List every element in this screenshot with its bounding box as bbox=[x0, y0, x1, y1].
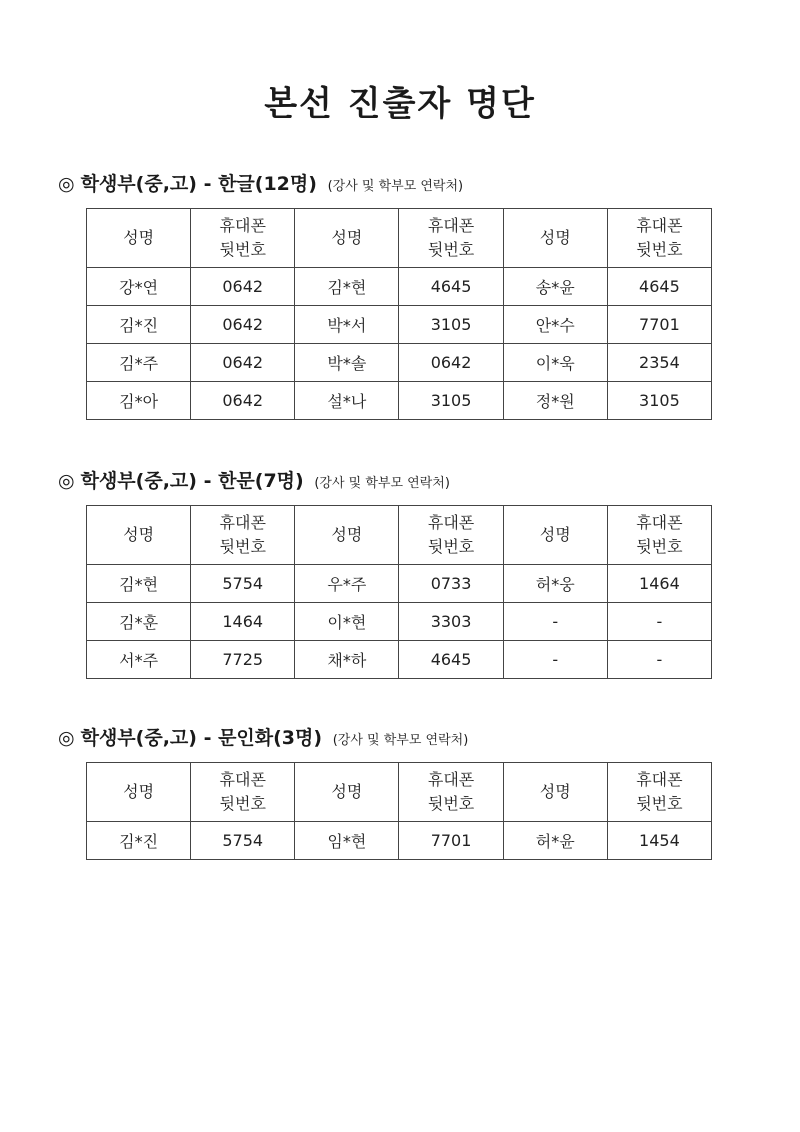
student-name-cell: 김*현 bbox=[87, 565, 191, 603]
phone-suffix-cell: 0642 bbox=[399, 344, 503, 382]
header-row bbox=[87, 506, 712, 565]
section-heading bbox=[58, 170, 718, 198]
column-header-phone-line1: 휴대폰 bbox=[219, 770, 266, 789]
column-header-name: 성명 bbox=[503, 506, 607, 565]
student-name-cell: 안*수 bbox=[503, 306, 607, 344]
header-row bbox=[87, 763, 712, 822]
double-circle-icon: ◎ bbox=[58, 727, 75, 749]
roster-body bbox=[87, 763, 712, 860]
student-name-cell: - bbox=[503, 641, 607, 679]
column-header-phone bbox=[399, 506, 503, 565]
roster-body bbox=[87, 506, 712, 679]
column-header-phone bbox=[399, 763, 503, 822]
student-name-cell: 김*현 bbox=[295, 268, 399, 306]
phone-suffix-cell: 7725 bbox=[191, 641, 295, 679]
section-note: (강사 및 학부모 연락처) bbox=[314, 476, 450, 491]
section-title: 학생부(중,고) - 한글(12명) bbox=[80, 173, 317, 195]
table-row bbox=[87, 382, 712, 420]
column-header-phone-line2: 뒷번호 bbox=[427, 537, 475, 556]
phone-suffix-cell: 3105 bbox=[399, 306, 503, 344]
student-name-cell: 이*현 bbox=[295, 603, 399, 641]
page-title: 본선 진출자 명단 bbox=[264, 84, 536, 124]
column-header-name: 성명 bbox=[87, 506, 191, 565]
phone-suffix-cell: 0642 bbox=[191, 344, 295, 382]
phone-suffix-cell: 4645 bbox=[607, 268, 711, 306]
student-name-cell: 우*주 bbox=[295, 565, 399, 603]
student-name-cell: 김*진 bbox=[87, 306, 191, 344]
student-name-cell: 채*하 bbox=[295, 641, 399, 679]
column-header-name: 성명 bbox=[295, 506, 399, 565]
phone-suffix-cell: 0642 bbox=[191, 306, 295, 344]
phone-suffix-cell: 2354 bbox=[607, 344, 711, 382]
student-name-cell: 김*주 bbox=[87, 344, 191, 382]
section-title: 학생부(중,고) - 한문(7명) bbox=[80, 470, 304, 492]
roster-table bbox=[86, 505, 712, 679]
column-header-phone-line2: 뒷번호 bbox=[636, 794, 683, 813]
phone-suffix-cell: 5754 bbox=[191, 565, 295, 603]
section-heading bbox=[58, 467, 718, 495]
table-row bbox=[87, 344, 712, 382]
phone-suffix-cell: 3105 bbox=[607, 382, 711, 420]
column-header-phone-line1: 휴대폰 bbox=[219, 216, 266, 235]
column-header-phone-line1: 휴대폰 bbox=[636, 513, 683, 532]
column-header-phone-line2: 뒷번호 bbox=[636, 240, 683, 259]
section-note: (강사 및 학부모 연락처) bbox=[327, 179, 464, 194]
table-row bbox=[87, 306, 712, 344]
column-header-phone bbox=[607, 763, 711, 822]
phone-suffix-cell: 0642 bbox=[191, 382, 295, 420]
section-note: (강사 및 학부모 연락처) bbox=[332, 733, 469, 748]
student-name-cell: 김*아 bbox=[87, 382, 191, 420]
column-header-phone-line1: 휴대폰 bbox=[427, 770, 475, 789]
phone-suffix-cell: 0733 bbox=[399, 565, 503, 603]
header-row bbox=[87, 209, 712, 268]
student-name-cell: 서*주 bbox=[87, 641, 191, 679]
phone-suffix-cell: 4645 bbox=[399, 641, 503, 679]
phone-suffix-cell: - bbox=[607, 641, 711, 679]
phone-suffix-cell: 0642 bbox=[191, 268, 295, 306]
student-name-cell: 허*웅 bbox=[503, 565, 607, 603]
column-header-phone-line2: 뒷번호 bbox=[219, 537, 266, 556]
column-header-phone-line1: 휴대폰 bbox=[219, 513, 266, 532]
phone-suffix-cell: 3303 bbox=[399, 603, 503, 641]
phone-suffix-cell: 1454 bbox=[607, 822, 711, 860]
column-header-name: 성명 bbox=[87, 209, 191, 268]
section-hangul bbox=[58, 170, 718, 420]
column-header-phone-line2: 뒷번호 bbox=[636, 537, 683, 556]
phone-suffix-cell: 1464 bbox=[191, 603, 295, 641]
table-row bbox=[87, 565, 712, 603]
phone-suffix-cell: 7701 bbox=[607, 306, 711, 344]
column-header-phone bbox=[399, 209, 503, 268]
section-hanmun bbox=[58, 467, 718, 679]
column-header-phone bbox=[191, 763, 295, 822]
column-header-phone-line1: 휴대폰 bbox=[427, 513, 475, 532]
column-header-phone bbox=[191, 506, 295, 565]
column-header-phone-line1: 휴대폰 bbox=[427, 216, 475, 235]
phone-suffix-cell: 7701 bbox=[399, 822, 503, 860]
section-munin bbox=[58, 724, 718, 860]
column-header-phone-line1: 휴대폰 bbox=[636, 216, 683, 235]
table-row bbox=[87, 268, 712, 306]
column-header-phone bbox=[191, 209, 295, 268]
table-row bbox=[87, 822, 712, 860]
student-name-cell: 허*윤 bbox=[503, 822, 607, 860]
table-row bbox=[87, 641, 712, 679]
column-header-name: 성명 bbox=[295, 763, 399, 822]
student-name-cell: 김*훈 bbox=[87, 603, 191, 641]
table-row bbox=[87, 603, 712, 641]
column-header-name: 성명 bbox=[295, 209, 399, 268]
column-header-phone-line2: 뒷번호 bbox=[427, 240, 475, 259]
roster-body bbox=[87, 209, 712, 420]
student-name-cell: 이*욱 bbox=[503, 344, 607, 382]
student-name-cell: 정*원 bbox=[503, 382, 607, 420]
phone-suffix-cell: - bbox=[607, 603, 711, 641]
column-header-phone bbox=[607, 506, 711, 565]
column-header-phone-line2: 뒷번호 bbox=[219, 794, 266, 813]
column-header-phone-line1: 휴대폰 bbox=[636, 770, 683, 789]
column-header-phone-line2: 뒷번호 bbox=[219, 240, 266, 259]
double-circle-icon: ◎ bbox=[58, 470, 75, 492]
phone-suffix-cell: 1464 bbox=[607, 565, 711, 603]
roster-table bbox=[86, 762, 712, 860]
roster-table bbox=[86, 208, 712, 420]
student-name-cell: 임*현 bbox=[295, 822, 399, 860]
column-header-name: 성명 bbox=[503, 763, 607, 822]
column-header-name: 성명 bbox=[503, 209, 607, 268]
section-heading bbox=[58, 724, 718, 752]
student-name-cell: 박*솔 bbox=[295, 344, 399, 382]
phone-suffix-cell: 4645 bbox=[399, 268, 503, 306]
phone-suffix-cell: 5754 bbox=[191, 822, 295, 860]
double-circle-icon: ◎ bbox=[58, 173, 75, 195]
student-name-cell: 송*윤 bbox=[503, 268, 607, 306]
column-header-phone bbox=[607, 209, 711, 268]
student-name-cell: 박*서 bbox=[295, 306, 399, 344]
student-name-cell: 김*진 bbox=[87, 822, 191, 860]
section-title: 학생부(중,고) - 문인화(3명) bbox=[80, 727, 323, 749]
student-name-cell: 설*나 bbox=[295, 382, 399, 420]
student-name-cell: - bbox=[503, 603, 607, 641]
column-header-phone-line2: 뒷번호 bbox=[427, 794, 475, 813]
student-name-cell: 강*연 bbox=[87, 268, 191, 306]
column-header-name: 성명 bbox=[87, 763, 191, 822]
phone-suffix-cell: 3105 bbox=[399, 382, 503, 420]
